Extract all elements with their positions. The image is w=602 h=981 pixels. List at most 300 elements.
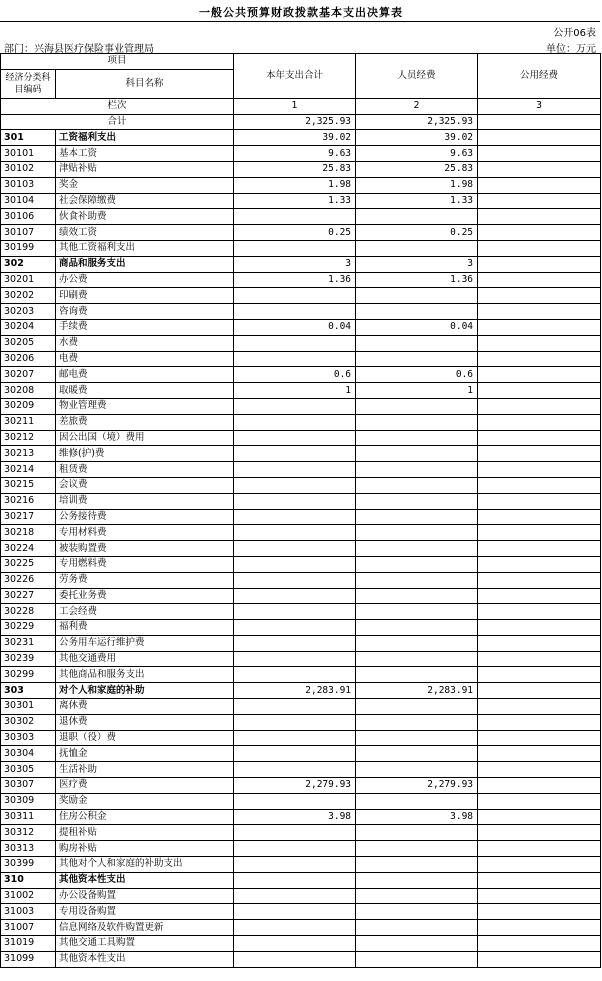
row-public bbox=[478, 161, 601, 177]
row-total: 1 bbox=[234, 383, 356, 399]
row-total: 39.02 bbox=[234, 130, 356, 146]
row-personnel bbox=[356, 936, 478, 952]
row-total bbox=[234, 304, 356, 320]
row-personnel: 3.98 bbox=[356, 809, 478, 825]
row-total bbox=[234, 572, 356, 588]
row-code: 30312 bbox=[1, 825, 56, 841]
row-personnel bbox=[356, 462, 478, 478]
row-public bbox=[478, 209, 601, 225]
expenditure-table bbox=[0, 53, 601, 968]
row-public bbox=[478, 288, 601, 304]
row-total bbox=[234, 651, 356, 667]
row-code: 30206 bbox=[1, 351, 56, 367]
row-total bbox=[234, 746, 356, 762]
header-personnel: 人员经费 bbox=[356, 54, 478, 99]
row-code: 30302 bbox=[1, 714, 56, 730]
row-total bbox=[234, 541, 356, 557]
row-code: 30228 bbox=[1, 604, 56, 620]
total-label: 合计 bbox=[1, 114, 234, 130]
row-public bbox=[478, 888, 601, 904]
row-total bbox=[234, 477, 356, 493]
table-row bbox=[1, 714, 601, 730]
row-code: 30211 bbox=[1, 414, 56, 430]
table-row bbox=[1, 177, 601, 193]
row-subject-name: 信息网络及软件购置更新 bbox=[56, 920, 234, 936]
row-subject-name: 邮电费 bbox=[56, 367, 234, 383]
row-public bbox=[478, 477, 601, 493]
row-code: 30225 bbox=[1, 556, 56, 572]
row-public bbox=[478, 398, 601, 414]
table-row bbox=[1, 888, 601, 904]
row-code: 30104 bbox=[1, 193, 56, 209]
row-total: 25.83 bbox=[234, 161, 356, 177]
row-total bbox=[234, 904, 356, 920]
row-total: 0.04 bbox=[234, 319, 356, 335]
row-personnel: 1.98 bbox=[356, 177, 478, 193]
table-row bbox=[1, 651, 601, 667]
row-code: 31007 bbox=[1, 920, 56, 936]
table-row bbox=[1, 936, 601, 952]
table-row bbox=[1, 635, 601, 651]
lanci-label: 栏次 bbox=[1, 98, 234, 114]
row-total bbox=[234, 525, 356, 541]
row-personnel bbox=[356, 888, 478, 904]
row-personnel bbox=[356, 714, 478, 730]
total-value-2: 2,325.93 bbox=[356, 114, 478, 130]
row-public bbox=[478, 383, 601, 399]
row-personnel bbox=[356, 430, 478, 446]
row-personnel bbox=[356, 477, 478, 493]
row-subject-name: 对个人和家庭的补助 bbox=[56, 683, 234, 699]
row-personnel bbox=[356, 572, 478, 588]
row-subject-name: 生活补助 bbox=[56, 762, 234, 778]
unit-label: 单位：万元 bbox=[546, 44, 596, 55]
table-row bbox=[1, 778, 601, 794]
row-total bbox=[234, 462, 356, 478]
row-personnel: 2,283.91 bbox=[356, 683, 478, 699]
department-label: 部门：兴海县医疗保险事业管理局 bbox=[4, 44, 154, 55]
row-total bbox=[234, 936, 356, 952]
row-code: 30224 bbox=[1, 541, 56, 557]
row-code: 30229 bbox=[1, 620, 56, 636]
row-total bbox=[234, 793, 356, 809]
row-total bbox=[234, 888, 356, 904]
table-row bbox=[1, 793, 601, 809]
row-code: 30227 bbox=[1, 588, 56, 604]
table-row bbox=[1, 525, 601, 541]
row-personnel bbox=[356, 635, 478, 651]
row-public bbox=[478, 699, 601, 715]
row-public bbox=[478, 714, 601, 730]
row-subject-name: 专用材料费 bbox=[56, 525, 234, 541]
row-personnel bbox=[356, 351, 478, 367]
row-public bbox=[478, 193, 601, 209]
row-public bbox=[478, 857, 601, 873]
row-total bbox=[234, 872, 356, 888]
row-subject-name: 其他工资福利支出 bbox=[56, 240, 234, 256]
table-row bbox=[1, 541, 601, 557]
row-subject-name: 奖励金 bbox=[56, 793, 234, 809]
table-row bbox=[1, 335, 601, 351]
row-subject-name: 专用设备购置 bbox=[56, 904, 234, 920]
row-personnel bbox=[356, 904, 478, 920]
row-public bbox=[478, 746, 601, 762]
table-row bbox=[1, 130, 601, 146]
row-code: 301 bbox=[1, 130, 56, 146]
row-subject-name: 公务接待费 bbox=[56, 509, 234, 525]
row-public bbox=[478, 556, 601, 572]
row-total bbox=[234, 335, 356, 351]
row-code: 30304 bbox=[1, 746, 56, 762]
row-public bbox=[478, 651, 601, 667]
table-row bbox=[1, 857, 601, 873]
row-public bbox=[478, 620, 601, 636]
row-personnel: 0.25 bbox=[356, 225, 478, 241]
table-row bbox=[1, 699, 601, 715]
row-code: 30204 bbox=[1, 319, 56, 335]
row-subject-name: 差旅费 bbox=[56, 414, 234, 430]
row-personnel bbox=[356, 920, 478, 936]
header-total: 本年支出合计 bbox=[234, 54, 356, 99]
row-subject-name: 医疗费 bbox=[56, 778, 234, 794]
row-subject-name: 办公费 bbox=[56, 272, 234, 288]
row-total bbox=[234, 920, 356, 936]
row-code: 303 bbox=[1, 683, 56, 699]
row-personnel bbox=[356, 857, 478, 873]
row-subject-name: 工会经费 bbox=[56, 604, 234, 620]
row-personnel bbox=[356, 541, 478, 557]
row-total: 2,279.93 bbox=[234, 778, 356, 794]
row-subject-name: 维修(护)费 bbox=[56, 446, 234, 462]
row-total: 1.36 bbox=[234, 272, 356, 288]
row-subject-name: 其他资本性支出 bbox=[56, 951, 234, 967]
row-subject-name: 物业管理费 bbox=[56, 398, 234, 414]
table-row bbox=[1, 872, 601, 888]
table-row bbox=[1, 288, 601, 304]
row-public bbox=[478, 872, 601, 888]
table-row bbox=[1, 683, 601, 699]
row-public bbox=[478, 936, 601, 952]
row-personnel bbox=[356, 825, 478, 841]
table-row bbox=[1, 414, 601, 430]
row-personnel bbox=[356, 793, 478, 809]
row-public bbox=[478, 809, 601, 825]
row-subject-name: 商品和服务支出 bbox=[56, 256, 234, 272]
table-row bbox=[1, 620, 601, 636]
table-row bbox=[1, 904, 601, 920]
row-code: 30305 bbox=[1, 762, 56, 778]
row-code: 30217 bbox=[1, 509, 56, 525]
row-public bbox=[478, 272, 601, 288]
row-subject-name: 印刷费 bbox=[56, 288, 234, 304]
row-public bbox=[478, 635, 601, 651]
row-code: 30218 bbox=[1, 525, 56, 541]
row-personnel: 0.04 bbox=[356, 319, 478, 335]
row-personnel bbox=[356, 730, 478, 746]
row-personnel bbox=[356, 288, 478, 304]
row-personnel: 9.63 bbox=[356, 146, 478, 162]
row-subject-name: 津贴补贴 bbox=[56, 161, 234, 177]
row-subject-name: 培训费 bbox=[56, 493, 234, 509]
table-row bbox=[1, 730, 601, 746]
table-row bbox=[1, 319, 601, 335]
row-subject-name: 其他交通费用 bbox=[56, 651, 234, 667]
row-total: 0.25 bbox=[234, 225, 356, 241]
row-personnel bbox=[356, 604, 478, 620]
row-subject-name: 水费 bbox=[56, 335, 234, 351]
row-code: 30231 bbox=[1, 635, 56, 651]
row-code: 30101 bbox=[1, 146, 56, 162]
table-row bbox=[1, 161, 601, 177]
row-subject-name: 抚恤金 bbox=[56, 746, 234, 762]
table-row bbox=[1, 398, 601, 414]
row-code: 30212 bbox=[1, 430, 56, 446]
row-subject-name: 手续费 bbox=[56, 319, 234, 335]
row-code: 30106 bbox=[1, 209, 56, 225]
row-subject-name: 其他交通工具购置 bbox=[56, 936, 234, 952]
row-subject-name: 福利费 bbox=[56, 620, 234, 636]
row-subject-name: 专用燃料费 bbox=[56, 556, 234, 572]
row-code: 31019 bbox=[1, 936, 56, 952]
row-code: 302 bbox=[1, 256, 56, 272]
row-code: 31099 bbox=[1, 951, 56, 967]
row-total bbox=[234, 588, 356, 604]
header-subject-name: 科目名称 bbox=[56, 69, 234, 98]
table-row bbox=[1, 493, 601, 509]
row-total bbox=[234, 351, 356, 367]
row-total: 3 bbox=[234, 256, 356, 272]
row-personnel bbox=[356, 525, 478, 541]
row-public bbox=[478, 335, 601, 351]
row-total bbox=[234, 714, 356, 730]
row-personnel bbox=[356, 746, 478, 762]
row-total: 9.63 bbox=[234, 146, 356, 162]
row-total: 3.98 bbox=[234, 809, 356, 825]
row-public bbox=[478, 588, 601, 604]
row-subject-name: 其他对个人和家庭的补助支出 bbox=[56, 857, 234, 873]
table-row bbox=[1, 746, 601, 762]
row-total bbox=[234, 604, 356, 620]
row-public bbox=[478, 304, 601, 320]
row-public bbox=[478, 493, 601, 509]
row-public bbox=[478, 130, 601, 146]
row-total bbox=[234, 446, 356, 462]
row-personnel bbox=[356, 556, 478, 572]
row-code: 30311 bbox=[1, 809, 56, 825]
row-total: 2,283.91 bbox=[234, 683, 356, 699]
row-code: 310 bbox=[1, 872, 56, 888]
row-subject-name: 住房公积金 bbox=[56, 809, 234, 825]
table-row bbox=[1, 825, 601, 841]
row-personnel bbox=[356, 398, 478, 414]
row-subject-name: 租赁费 bbox=[56, 462, 234, 478]
row-personnel bbox=[356, 762, 478, 778]
row-subject-name: 其他资本性支出 bbox=[56, 872, 234, 888]
table-row bbox=[1, 272, 601, 288]
row-public bbox=[478, 825, 601, 841]
row-code: 30313 bbox=[1, 841, 56, 857]
row-code: 30107 bbox=[1, 225, 56, 241]
table-row bbox=[1, 351, 601, 367]
row-public bbox=[478, 146, 601, 162]
row-code: 30239 bbox=[1, 651, 56, 667]
table-row bbox=[1, 841, 601, 857]
row-public bbox=[478, 841, 601, 857]
row-subject-name: 社会保障缴费 bbox=[56, 193, 234, 209]
row-total bbox=[234, 730, 356, 746]
row-total bbox=[234, 209, 356, 225]
row-total bbox=[234, 509, 356, 525]
row-total: 1.33 bbox=[234, 193, 356, 209]
table-row bbox=[1, 762, 601, 778]
row-public bbox=[478, 683, 601, 699]
row-public bbox=[478, 256, 601, 272]
row-code: 30209 bbox=[1, 398, 56, 414]
table-row bbox=[1, 920, 601, 936]
table-row bbox=[1, 604, 601, 620]
row-total bbox=[234, 857, 356, 873]
row-personnel bbox=[356, 620, 478, 636]
row-personnel bbox=[356, 446, 478, 462]
row-subject-name: 提租补贴 bbox=[56, 825, 234, 841]
row-code: 30213 bbox=[1, 446, 56, 462]
row-subject-name: 办公设备购置 bbox=[56, 888, 234, 904]
row-code: 30299 bbox=[1, 667, 56, 683]
row-subject-name: 被装购置费 bbox=[56, 541, 234, 557]
row-personnel bbox=[356, 667, 478, 683]
row-personnel: 2,279.93 bbox=[356, 778, 478, 794]
row-total bbox=[234, 841, 356, 857]
row-total bbox=[234, 825, 356, 841]
row-code: 31003 bbox=[1, 904, 56, 920]
row-code: 30215 bbox=[1, 477, 56, 493]
row-subject-name: 绩效工资 bbox=[56, 225, 234, 241]
row-subject-name: 咨询费 bbox=[56, 304, 234, 320]
row-public bbox=[478, 446, 601, 462]
table-row bbox=[1, 367, 601, 383]
row-public bbox=[478, 572, 601, 588]
row-public bbox=[478, 351, 601, 367]
row-personnel: 1.33 bbox=[356, 193, 478, 209]
table-row bbox=[1, 667, 601, 683]
row-public bbox=[478, 525, 601, 541]
row-total bbox=[234, 762, 356, 778]
row-personnel bbox=[356, 699, 478, 715]
row-total bbox=[234, 430, 356, 446]
row-code: 30102 bbox=[1, 161, 56, 177]
row-code: 30201 bbox=[1, 272, 56, 288]
row-public bbox=[478, 240, 601, 256]
total-value-3 bbox=[478, 114, 601, 130]
row-subject-name: 退职（役）费 bbox=[56, 730, 234, 746]
row-personnel bbox=[356, 240, 478, 256]
row-public bbox=[478, 509, 601, 525]
report-title: 一般公共预算财政拨款基本支出决算表 bbox=[199, 6, 403, 19]
table-row bbox=[1, 809, 601, 825]
row-code: 30202 bbox=[1, 288, 56, 304]
title-underline bbox=[0, 21, 600, 22]
table-row bbox=[1, 509, 601, 525]
table-row bbox=[1, 951, 601, 967]
row-subject-name: 基本工资 bbox=[56, 146, 234, 162]
row-total bbox=[234, 951, 356, 967]
row-subject-name: 奖金 bbox=[56, 177, 234, 193]
row-personnel: 1 bbox=[356, 383, 478, 399]
row-subject-name: 伙食补助费 bbox=[56, 209, 234, 225]
row-public bbox=[478, 541, 601, 557]
row-personnel bbox=[356, 872, 478, 888]
row-public bbox=[478, 904, 601, 920]
row-total bbox=[234, 398, 356, 414]
row-code: 30303 bbox=[1, 730, 56, 746]
row-subject-name: 购房补贴 bbox=[56, 841, 234, 857]
row-personnel bbox=[356, 304, 478, 320]
row-total bbox=[234, 493, 356, 509]
row-subject-name: 公务用车运行维护费 bbox=[56, 635, 234, 651]
row-code: 30203 bbox=[1, 304, 56, 320]
row-code: 30307 bbox=[1, 778, 56, 794]
table-row bbox=[1, 256, 601, 272]
table-row bbox=[1, 477, 601, 493]
row-personnel: 39.02 bbox=[356, 130, 478, 146]
row-total bbox=[234, 414, 356, 430]
row-personnel bbox=[356, 651, 478, 667]
total-row bbox=[1, 114, 601, 130]
row-public bbox=[478, 778, 601, 794]
row-public bbox=[478, 225, 601, 241]
row-public bbox=[478, 762, 601, 778]
row-code: 30205 bbox=[1, 335, 56, 351]
row-personnel: 0.6 bbox=[356, 367, 478, 383]
row-subject-name: 劳务费 bbox=[56, 572, 234, 588]
row-personnel bbox=[356, 509, 478, 525]
row-personnel: 25.83 bbox=[356, 161, 478, 177]
table-row bbox=[1, 146, 601, 162]
row-personnel bbox=[356, 493, 478, 509]
table-row bbox=[1, 193, 601, 209]
row-total bbox=[234, 556, 356, 572]
form-number: 公开06表 bbox=[553, 28, 596, 39]
lanci-row bbox=[1, 98, 601, 114]
lanci-3: 3 bbox=[478, 98, 601, 114]
row-public bbox=[478, 462, 601, 478]
header-public: 公用经费 bbox=[478, 54, 601, 99]
row-subject-name: 其他商品和服务支出 bbox=[56, 667, 234, 683]
row-code: 30226 bbox=[1, 572, 56, 588]
lanci-1: 1 bbox=[234, 98, 356, 114]
row-code: 30214 bbox=[1, 462, 56, 478]
row-public bbox=[478, 951, 601, 967]
row-total bbox=[234, 240, 356, 256]
row-public bbox=[478, 367, 601, 383]
row-public bbox=[478, 730, 601, 746]
row-subject-name: 工资福利支出 bbox=[56, 130, 234, 146]
row-subject-name: 离休费 bbox=[56, 699, 234, 715]
row-public bbox=[478, 604, 601, 620]
table-row bbox=[1, 209, 601, 225]
table-row bbox=[1, 572, 601, 588]
row-total: 0.6 bbox=[234, 367, 356, 383]
row-code: 30216 bbox=[1, 493, 56, 509]
table-row bbox=[1, 588, 601, 604]
total-value-1: 2,325.93 bbox=[234, 114, 356, 130]
header-item: 项目 bbox=[1, 54, 234, 70]
row-subject-name: 电费 bbox=[56, 351, 234, 367]
row-total bbox=[234, 635, 356, 651]
row-code: 30199 bbox=[1, 240, 56, 256]
row-total: 1.98 bbox=[234, 177, 356, 193]
table-row bbox=[1, 462, 601, 478]
